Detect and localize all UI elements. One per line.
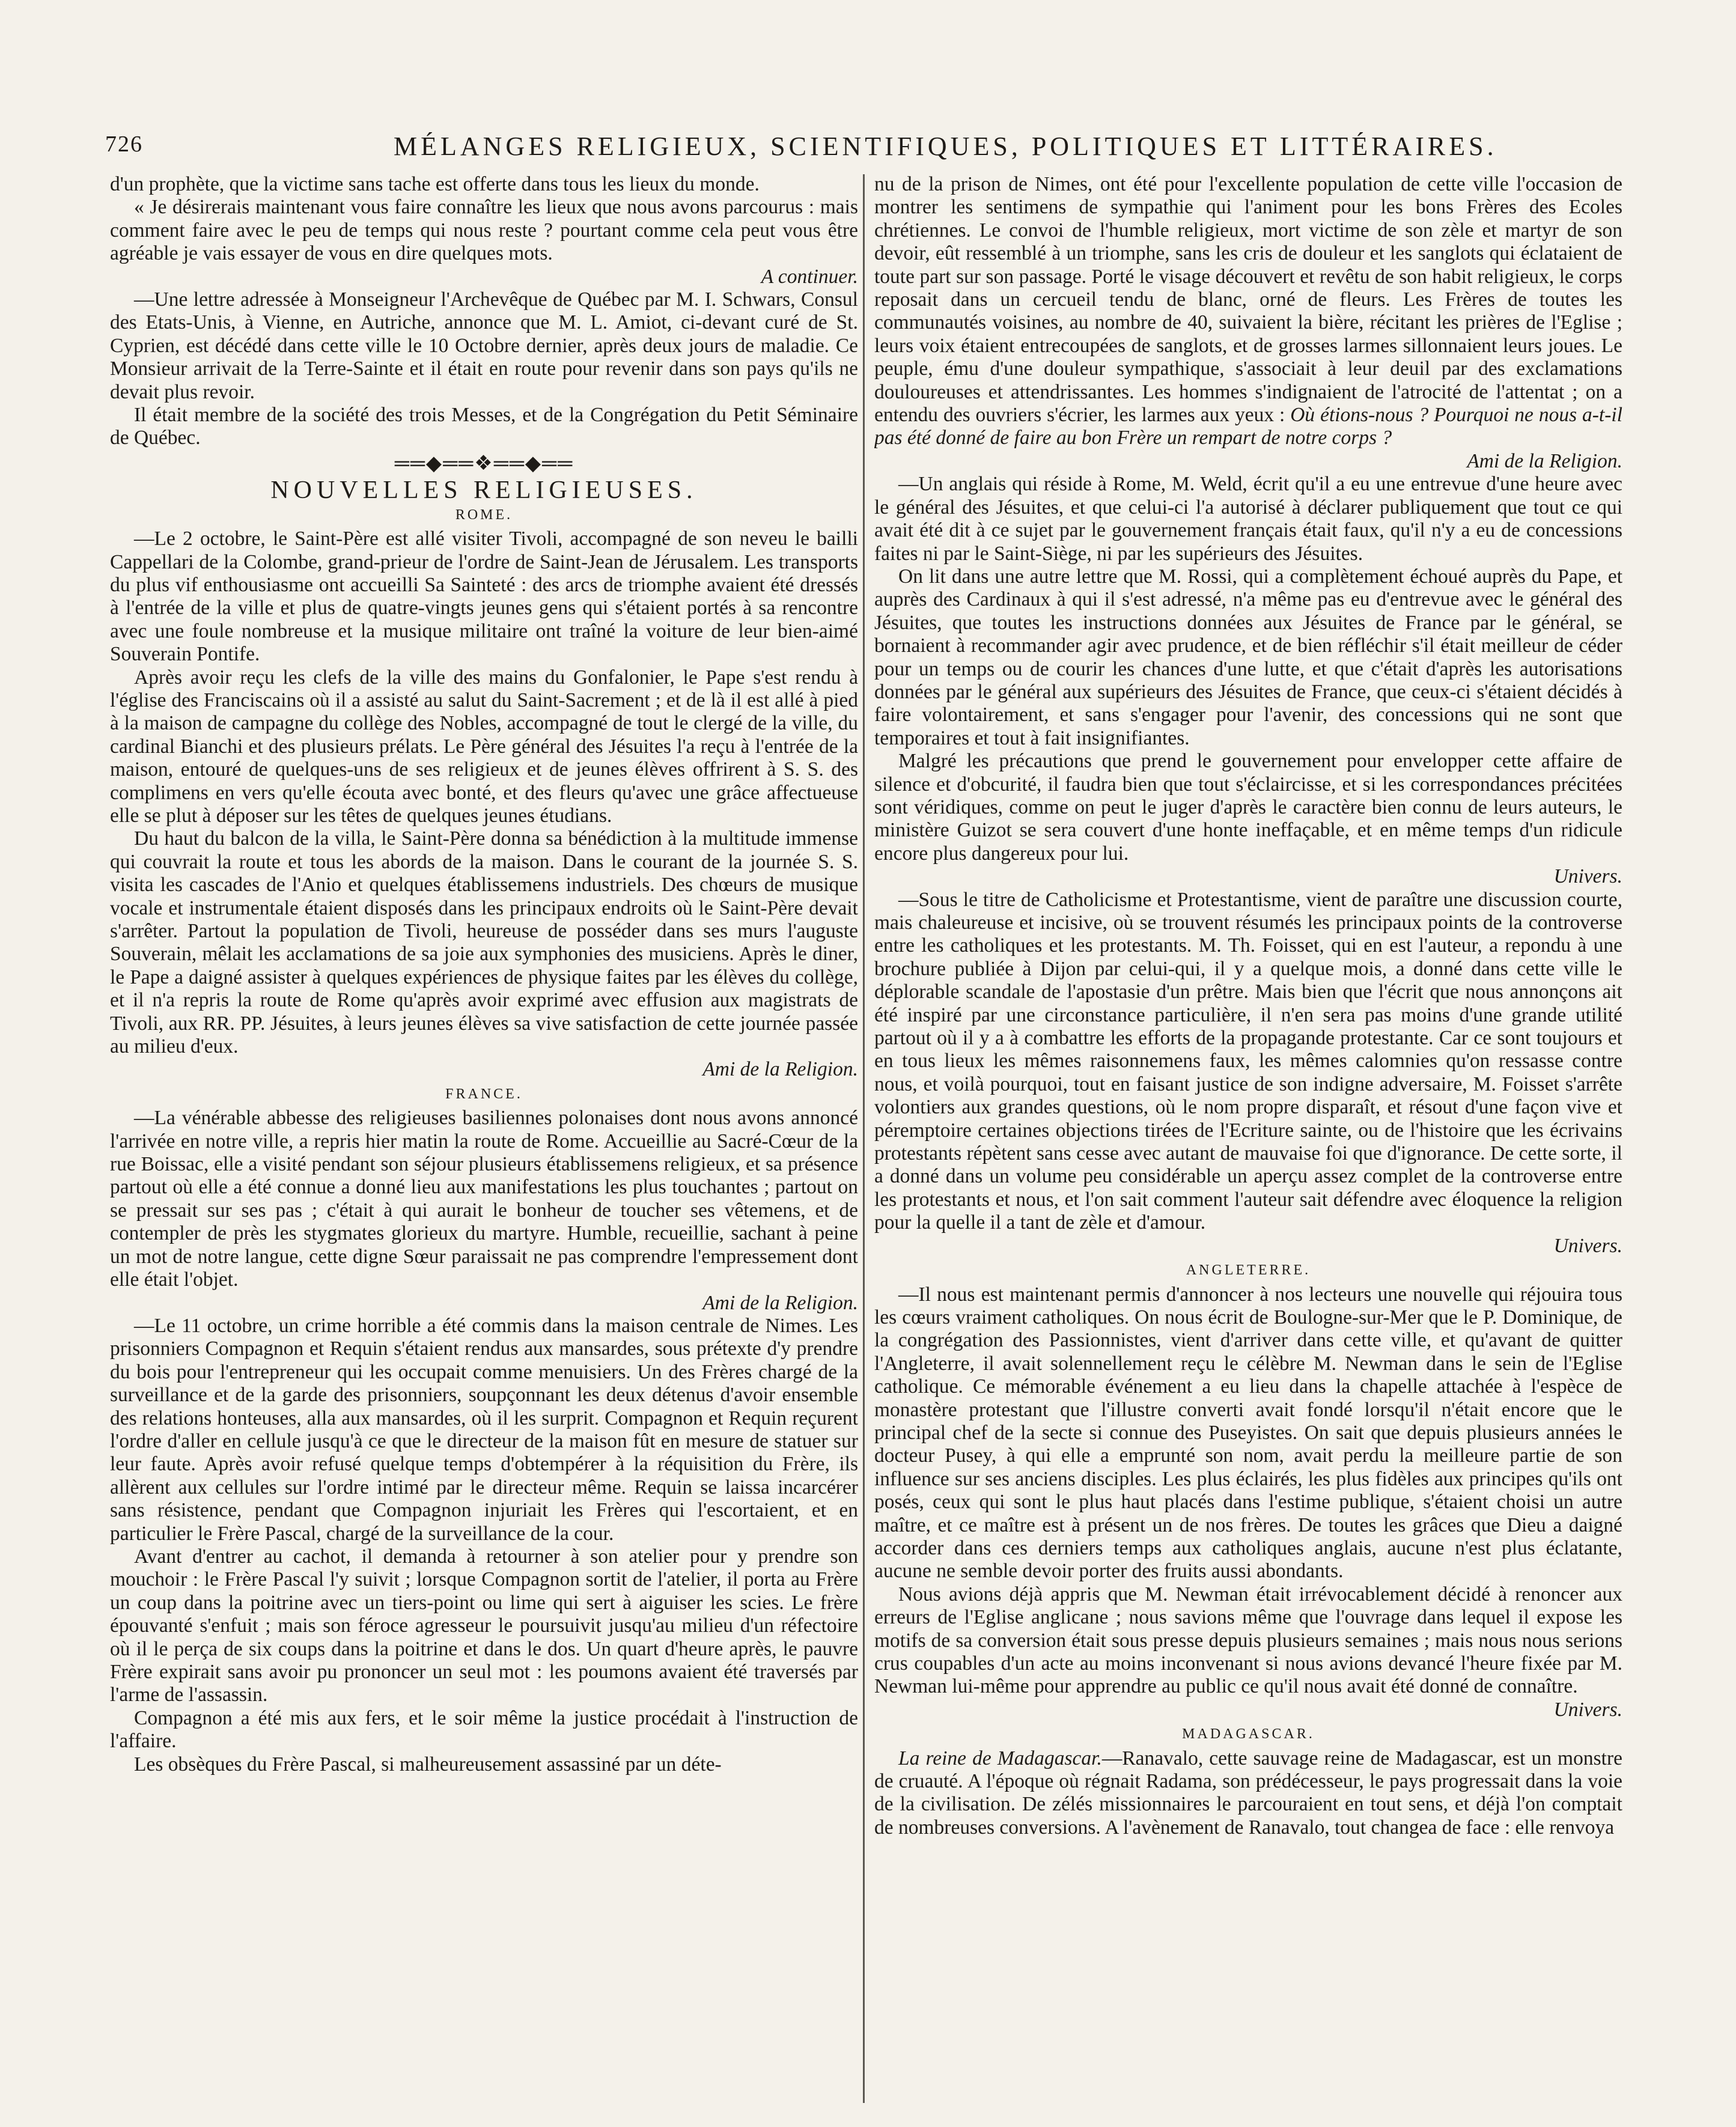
right-column [874, 173, 1622, 2108]
source-signature: Ami de la Religion. [702, 1291, 858, 1314]
paragraph-text: —Ranavalo, cette sauvage reine de Madagascar, est un monstre de cruauté. A l'époque où régnait Radama, son prédécesseur, le pays progressait dans la voie de la civilisation. De zélés missionnaires le parcouraient en tout sens, et déjà l'on comptait de nombreuses conversions. A l'avènement de Ranavalo, tout changea de face : elle renvoya [874, 1747, 1622, 1839]
paragraph: Avant d'entrer au cachot, il demanda à retourner à son atelier pour y prendre son mouchoir : le Frère Pascal l'y suivit ; lorsque Compagnon sortit de l'atelier, il porta au Frère un coup dans la poitrine avec un tiers-point ou lime qui sert à aiguiser les scies. Le frère épouvanté s'enfuit ; mais son féroce agresseur le poursuivit jusqu'au milieu d'un réfectoire où il le perça de six coups dans la poitrine et dans le dos. Un quart d'heure après, le pauvre Frère expirait sans avoir pu prononcer un seul mot : les poumons avaient été traversés par l'arme de l'assassin. [110, 1545, 858, 1706]
ornament-divider: ══◆══❖══◆══ [394, 452, 574, 475]
paragraph: —Le 2 octobre, le Saint-Père est allé visiter Tivoli, accompagné de son neveu le bailli Cappellari de la Colombe, grand-prieur de l'ordre de Saint-Jean de Jérusalem. Les transports du plus vif enthousiasme ont accueilli Sa Sainteté : des arcs de triomphe avaient été dressés à l'entrée de la ville et plus de quatre-vingts jeunes gens qui s'étaient portés à sa rencontre avec une foule nombreuse et la musique militaire ont traîné la voiture de leur bien-aimé Souverain Pontife. [110, 528, 858, 666]
paragraph: —Le 11 octobre, un crime horrible a été commis dans la maison centrale de Nimes. Les prisonniers Compagnon et Requin s'étaient rendus aux mansardes, sous prétexte d'y prendre du bois pour l'entrepreneur qui les occupait comme menuisiers. Un des Frères chargé de la surveillance et de la garde des prisonniers, soupçonnant les deux détenus d'avoir ensemble des relations honteuses, alla aux mansardes, où il les surprit. Compagnon et Requin reçurent l'ordre d'aller en cellule jusqu'à ce que le directeur de la maison fût en mesure de statuer sur leur faute. Après avoir refusé quelque temps d'obtempérer à la réquisition du Frère, ils allèrent aux cellules sur l'ordre intimé par le directeur même. Requin se laissa incarcérer sans résistence, pendant que Compagnon injuriait les Frères qui l'escortaient, et en particulier le Frère Pascal, chargé de la surveillance de la cour. [110, 1314, 858, 1545]
paragraph: « Je désirerais maintenant vous faire connaître les lieux que nous avons parcourus : mais comment faire avec le peu de temps qui nous reste ? pourtant comme cela peut vous être agréable je vais essayer de vous en dire quelques mots. [110, 196, 858, 265]
section-title: NOUVELLES RELIGIEUSES. [270, 476, 698, 505]
page-header [105, 131, 1631, 167]
source-signature: Ami de la Religion. [1467, 449, 1622, 472]
paragraph: Nous avions déjà appris que M. Newman était irrévocablement décidé à renoncer aux erreurs de l'Eglise anglicane ; nous savions même que l'ouvrage dans lequel il expose les motifs de sa conversion était sous presse depuis plusieurs semaines ; mais nous nous serions crus coupables d'un acte au moins inconvenant si nous avions devancé l'heure fixée par M. Newman lui-même pour apprendre au public ce qu'il nous avait été donné de connaître. [874, 1583, 1622, 1698]
source-signature: Univers. [1553, 1234, 1622, 1257]
column-divider [863, 174, 865, 2103]
paragraph: Malgré les précautions que prend le gouvernement pour envelopper cette affaire de silence et d'obcurité, il faudra bien que tout s'éclaircisse, et si les correspondances précitées sont véridiques, comme on peut le juger d'après le caractère bien connu de leurs auteurs, le ministère Guizot se sera couvert d'une honte ineffaçable, et en même temps d'un ridicule encore plus dangereux pour lui. [874, 750, 1622, 865]
paragraph: —La vénérable abbesse des religieuses basiliennes polonaises dont nous avons annoncé l'arrivée en notre ville, a repris hier matin la route de Rome. Accueillie au Sacré-Cœur de la rue Boissac, elle a visité pendant son séjour plusieurs établissemens religieux, et sa présence partout où elle a été connue a donné lieu aux manifestations les plus touchantes ; partout on se pressait sur ses pas ; c'était à qui aurait le bonheur de toucher ses vêtemens, et de contempler de près les stygmates glorieux du martyre. Humble, recueillie, sachant à peine un mot de notre langue, cette digne Sœur paraissait ne pas comprendre l'empressement dont elle était l'objet. [110, 1107, 858, 1291]
continuation-note: A continuer. [761, 265, 858, 288]
subhead-rome: ROME. [455, 507, 513, 523]
paragraph: Après avoir reçu les clefs de la ville des mains du Gonfalonier, le Pape s'est rendu à l'église des Franciscains où il a assisté au salut du Saint-Sacrement ; et de là il est allé à pied à la maison de campagne du collège des Nobles, accompagné de tout le clergé de la ville, du cardinal Bianchi et des plusieurs prélats. Le Père général des Jésuites l'a reçu à l'entrée de la maison, entouré de quelques-uns de ses religieux et de jeunes élèves offrirent à S. S. des complimens en vers qu'elle écouta avec bonté, et des fleurs qu'avec une grâce affectueuse elle se plut à déposer sur les têtes de quelques jeunes étudians. [110, 666, 858, 827]
paragraph: Du haut du balcon de la villa, le Saint-Père donna sa bénédiction à la multitude immense qui couvrait la route et tous les abords de la maison. Dans le courant de la journée S. S. visita les cascades de l'Anio et quelques établissemens industriels. Des chœurs de musique vocale et instrumentale étaient disposés dans les principaux endroits où le Saint-Père devait s'arrêter. Partout la population de Tivoli, heureuse de posséder dans ses murs l'auguste Souverain, mêlait les acclamations de sa joie aux symphonies des musiciens. Après le diner, le Pape a daigné assister à quelques expériences de physique faites par les élèves du collège, et il n'a repris la route de Rome qu'après avoir exprimé avec effusion aux magistrats de Tivoli, aux RR. PP. Jésuites, à leurs jeunes élèves sa vive satisfaction de cette journée passée au milieu d'eux. [110, 827, 858, 1058]
quoted-exclamation: Où étions-nous ? Pourquoi ne nous a-t-il pas été donné de faire au bon Frère un rempart de notre corps ? [874, 404, 1622, 449]
left-column [110, 173, 858, 2108]
paragraph: d'un prophète, que la victime sans tache est offerte dans tous les lieux du monde. [110, 173, 760, 195]
subhead-angleterre: ANGLETERRE. [1186, 1262, 1311, 1279]
paragraph: Compagnon a été mis aux fers, et le soir même la justice procédait à l'instruction de l'affaire. [110, 1706, 858, 1753]
source-signature: Ami de la Religion. [702, 1058, 858, 1081]
source-signature: Univers. [1553, 865, 1622, 888]
paragraph-text: nu de la prison de Nimes, ont été pour l'excellente population de cette ville l'occasion de montrer les sentimens de sympathie qui l'animent pour les bons Frères des Ecoles chrétiennes. Le convoi de l'humble religieux, mort victime de son zèle et martyr de son devoir, eût ressemblé à un triomphe, sans les cris de douleur et les sanglots qui éclataient de toute part sur son passage. Porté le visage découvert et revêtu de son habit religieux, le corps reposait dans un cercueil tendu de blanc, orné de fleurs. Les Frères de toutes les communautés voisines, au nombre de 40, suivaient la bière, récitant les prières de l'Eglise ; leurs voix étaient entrecoupées de sanglots, et de grosses larmes sillonnaient leurs joues. Le peuple, ému d'une douleur sympathique, s'associait à leur deuil par des exclamations douloureuses et attendrissantes. Les hommes s'indignaient de l'atrocité de l'attentat ; on a entendu des ouvriers s'écrier, les larmes aux yeux : [874, 173, 1622, 427]
source-signature: Univers. [1553, 1698, 1622, 1721]
paragraph: Les obsèques du Frère Pascal, si malheureusement assassiné par un déte- [134, 1753, 722, 1776]
subhead-madagascar: MADAGASCAR. [1182, 1726, 1315, 1742]
paragraph [874, 173, 1622, 450]
article-title: La reine de Madagascar. [898, 1747, 1102, 1769]
subhead-france: FRANCE. [445, 1086, 523, 1102]
paragraph: Il était membre de la société des trois Messes, et de la Congrégation du Petit Séminaire de Québec. [110, 404, 858, 449]
paragraph: —Sous le titre de Catholicisme et Protestantisme, vient de paraître une discussion courte, mais chaleureuse et incisive, où se trouvent résumés les principaux points de la controverse entre les catholiques et les protestants. M. Th. Foisset, qui en est l'auteur, a repondu à une brochure publiée à Dijon par celui-qui, il y a quelque mois, a donné dans cette ville le déplorable scandale de l'apostasie d'un prêtre. Mais bien que l'écrit que nous annonçons ait été inspiré par une circonstance particulière, il n'en sera pas moins d'une grande utilité partout où il y a à combattre les efforts de la propagande protestante. Car ce sont toujours et en tous lieux les mêmes raisonnemens faux, les mêmes calomnies qu'on ressasse contre nous, et voilà pourquoi, tout en faisant justice de son indigne adversaire, M. Foisset s'arrête volontiers aux grandes questions, où le nom propre disparaît, et résout d'une façon vive et péremptoire certaines objections tirées de l'Ecriture sainte, ou de l'histoire que les écrivains protestants répètent sans cesse avec autant de mauvaise foi que d'ignorance. De cette sorte, il a donné dans un volume peu considérable un aperçu assez complet de la controverse entre les protestants et nous, et l'on sait comment l'auteur sait défendre avec éloquence la religion pour la quelle il a tant de zèle et d'amour. [874, 888, 1622, 1234]
paragraph: —Une lettre adressée à Monseigneur l'Archevêque de Québec par M. I. Schwars, Consul des Etats-Unis, à Vienne, en Autriche, annonce que M. L. Amiot, ci-devant curé de St. Cyprien, est décédé dans cette ville le 10 Octobre dernier, après deux jours de maladie. Ce Monsieur arrivait de la Terre-Sainte et il était en route pour revenir dans son pays qu'ils ne devait plus revoir. [110, 288, 858, 403]
paragraph: —Un anglais qui réside à Rome, M. Weld, écrit qu'il a eu une entrevue d'une heure avec le général des Jésuites, et que celui-ci l'a autorisé à déclarer publiquement que tout ce qui avait été dit à ce sujet par le gouvernement français était faux, qu'il n'y a eu de concessions faites ni par le Saint-Siège, ni par les supérieurs des Jésuites. [874, 473, 1622, 565]
paragraph [874, 1747, 1622, 1840]
page-number: 726 [105, 132, 143, 157]
running-title: MÉLANGES RELIGIEUX, SCIENTIFIQUES, POLITIQUES ET LITTÉRAIRES. [394, 132, 1497, 161]
paragraph: —Il nous est maintenant permis d'annoncer à nos lecteurs une nouvelle qui réjouira tous les cœurs vraiment catholiques. On nous écrit de Boulogne-sur-Mer que le P. Dominique, de la congrégation des Passionnistes, vient d'arriver dans cette ville, et qu'avant de quitter l'Angleterre, il avait solennellement reçu le célèbre M. Newman dans le sein de l'Eglise catholique. Ce mémorable événement a eu lieu dans la chapelle attachée à l'espèce de monastère protestant que l'illustre converti avait fondé lorsqu'il n'était encore que le principal chef de la secte si connue des Puseyistes. On sait que depuis plusieurs années le docteur Pusey, à qui elle a emprunté son nom, avait perdu la meilleure partie de son influence sur ses anciens disciples. Les plus éclairés, les plus fidèles aux principes qu'ils ont posés, ceux qui sont le plus haut placés dans l'estime publique, s'étaient choisi un autre maître, et ce maître est à présent un de nos frères. De toutes les grâces que Dieu a daigné accorder dans ces derniers temps aux catholiques anglais, aucune n'est plus éclatante, aucune ne semble devoir porter des fruits aussi abondants. [874, 1283, 1622, 1583]
paragraph: On lit dans une autre lettre que M. Rossi, qui a complètement échoué auprès du Pape, et auprès des Cardinaux à qui il s'est adressé, n'a même pas eu d'entrevue avec le général des Jésuites, que toutes les instructions données aux Jésuites de France par le général, se bornaient à recommander agir avec prudence, et de bien réfléchir s'il était meilleur de céder pour un temps ou de courir les chances d'une lutte, et que c'était d'après les autorisations données par le général aux supérieurs des Jésuites de France, que ceux-ci s'étaient décidés à faire volontairement, et sans s'engager pour l'avenir, des concessions qui ne sont que temporaires et tout à fait insignifiantes. [874, 565, 1622, 749]
